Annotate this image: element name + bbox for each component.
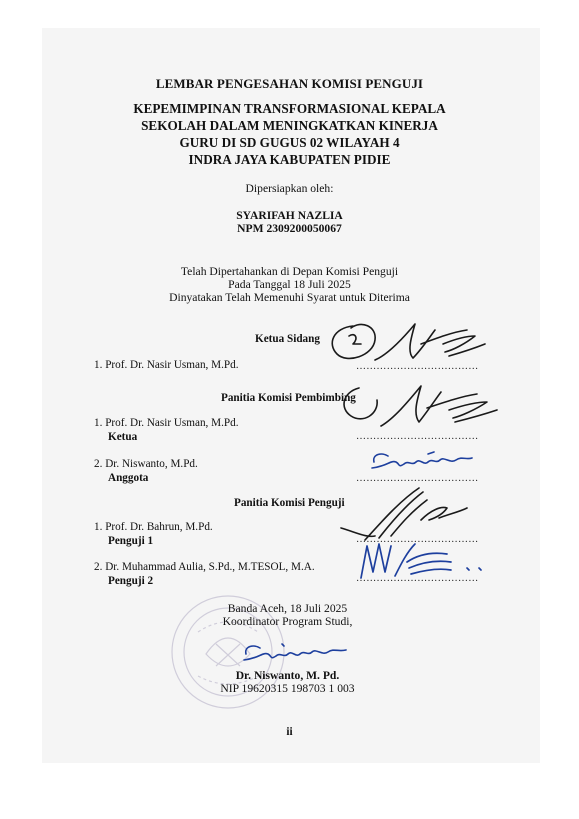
pembimbing-role-1: Ketua bbox=[108, 431, 138, 443]
page-number: ii bbox=[286, 726, 293, 738]
prepared-by-label: Dipersiapkan oleh: bbox=[245, 182, 334, 195]
document-title: LEMBAR PENGESAHAN KOMISI PENGUJI bbox=[155, 76, 424, 91]
penguji-role-2: Penguji 2 bbox=[108, 575, 154, 587]
thesis-title-line-1: KEPEMIMPINAN TRANSFORMASIONAL KEPALA bbox=[133, 101, 446, 116]
pembimbing-heading: Panitia Komisi Pembimbing bbox=[221, 392, 356, 404]
signature-ketua-sidang bbox=[325, 314, 500, 374]
author-npm: NPM 2309200050067 bbox=[237, 222, 342, 235]
signature-line-penguji-1: ……………………………… bbox=[356, 534, 479, 545]
signature-pembimbing-anggota bbox=[368, 446, 478, 476]
thesis-title-line-3: GURU DI SD GUGUS 02 WILAYAH 4 bbox=[179, 135, 400, 150]
defense-line-3: Dinyatakan Telah Memenuhi Syarat untuk Diterima bbox=[169, 291, 410, 304]
defense-line-1: Telah Dipertahankan di Depan Komisi Penguji bbox=[180, 265, 399, 278]
pembimbing-role-2: Anggota bbox=[108, 472, 149, 484]
closing-position: Koordinator Program Studi, bbox=[222, 615, 353, 628]
closing-name: Dr. Niswanto, M. Pd. bbox=[235, 669, 340, 682]
signature-line-penguji-2: ……………………………… bbox=[356, 573, 479, 584]
signature-line-ketua-sidang: ……………………………… bbox=[356, 361, 479, 372]
signature-penguji-1 bbox=[335, 484, 475, 544]
thesis-title-line-2: SEKOLAH DALAM MENINGKATKAN KINERJA bbox=[141, 118, 438, 133]
penguji-role-1: Penguji 1 bbox=[108, 535, 154, 547]
closing-place-date: Banda Aceh, 18 Juli 2025 bbox=[227, 602, 348, 615]
closing-nip: NIP 19620315 198703 1 003 bbox=[220, 682, 355, 695]
ketua-sidang-heading: Ketua Sidang bbox=[255, 333, 320, 345]
signature-line-pembimbing-2: ……………………………… bbox=[356, 473, 479, 484]
signature-pembimbing-ketua bbox=[335, 378, 510, 438]
penguji-member-2: 2. Dr. Muhammad Aulia, S.Pd., M.TESOL, M.A. bbox=[94, 561, 315, 573]
signature-line-pembimbing-1: ……………………………… bbox=[356, 431, 479, 442]
defense-line-2: Pada Tanggal 18 Juli 2025 bbox=[228, 278, 351, 291]
author-name: SYARIFAH NAZLIA bbox=[236, 209, 343, 222]
penguji-heading: Panitia Komisi Penguji bbox=[234, 497, 345, 509]
signature-koordinator bbox=[238, 640, 353, 670]
signature-penguji-2 bbox=[355, 538, 490, 586]
ketua-sidang-member-1: 1. Prof. Dr. Nasir Usman, M.Pd. bbox=[94, 359, 239, 371]
penguji-member-1: 1. Prof. Dr. Bahrun, M.Pd. bbox=[94, 521, 213, 533]
thesis-title-line-4: INDRA JAYA KABUPATEN PIDIE bbox=[188, 152, 391, 167]
pembimbing-member-2: 2. Dr. Niswanto, M.Pd. bbox=[94, 458, 198, 470]
pembimbing-member-1: 1. Prof. Dr. Nasir Usman, M.Pd. bbox=[94, 417, 239, 429]
